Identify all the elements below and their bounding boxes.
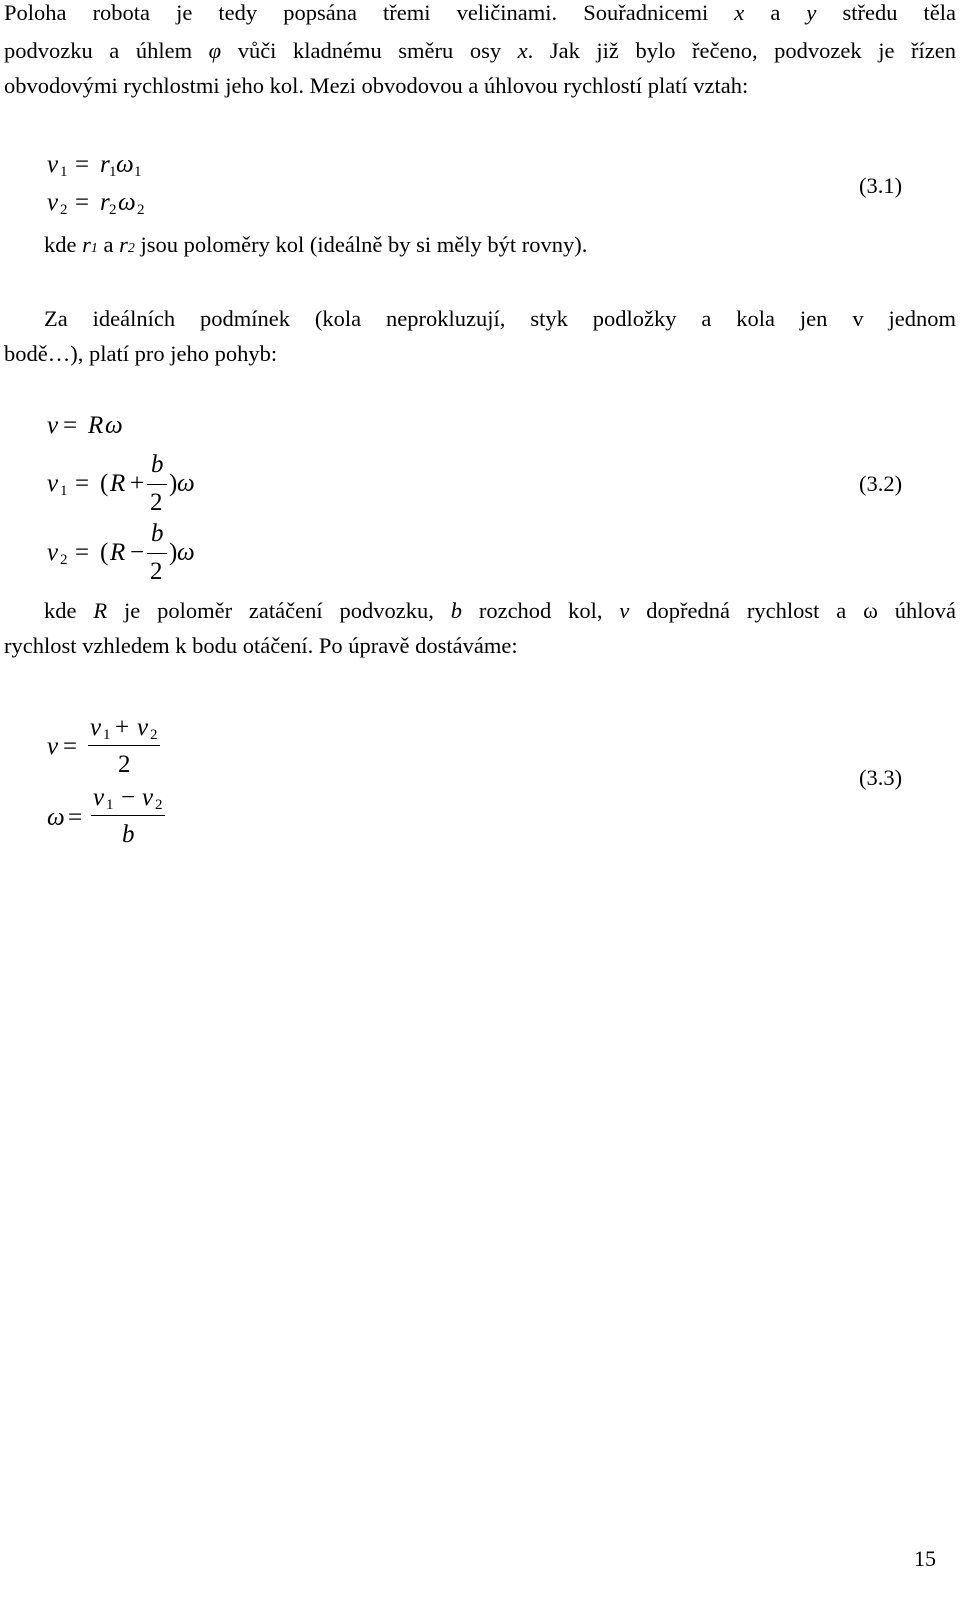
note2-line2: rychlost vzhledem k bodu otáčení. Po úpravě dostáváme: <box>4 633 518 658</box>
paragraph1-line3: obvodovými rychlostmi jeho kol. Mezi obvodovou a úhlovou rychlostí platí vztah: <box>4 73 749 98</box>
note2-line1: kde R je poloměr zatáčení podvozku, b rozchod kol, v dopředná rychlost a ω úhlová <box>44 598 956 623</box>
fraction-bar <box>147 553 167 554</box>
note1: kde r1 a r2 jsou poloměry kol (ideálně by si měly být rovny). <box>44 232 588 257</box>
paragraph2-line2: bodě…), platí pro jeho pohyb: <box>4 341 278 366</box>
fraction-bar <box>91 815 165 816</box>
paragraph1-line1: Poloha robota je tedy popsána třemi veličinami. Souřadnicemi x a y středu těla <box>4 0 956 25</box>
paragraph2-line1: Za ideálních podmínek (kola neprokluzují, styk podložky a kola jen v jednom <box>44 306 956 331</box>
fraction-bar <box>147 484 167 485</box>
page-number: 15 <box>914 1546 936 1571</box>
equation-number: (3.2) <box>859 471 903 496</box>
equation-number: (3.1) <box>859 173 903 198</box>
equation-number: (3.3) <box>859 765 903 790</box>
paragraph1-line2: podvozku a úhlem φ vůči kladnému směru osy x. Jak již bylo řečeno, podvozek je řízen <box>4 38 956 63</box>
fraction-bar <box>88 745 160 746</box>
